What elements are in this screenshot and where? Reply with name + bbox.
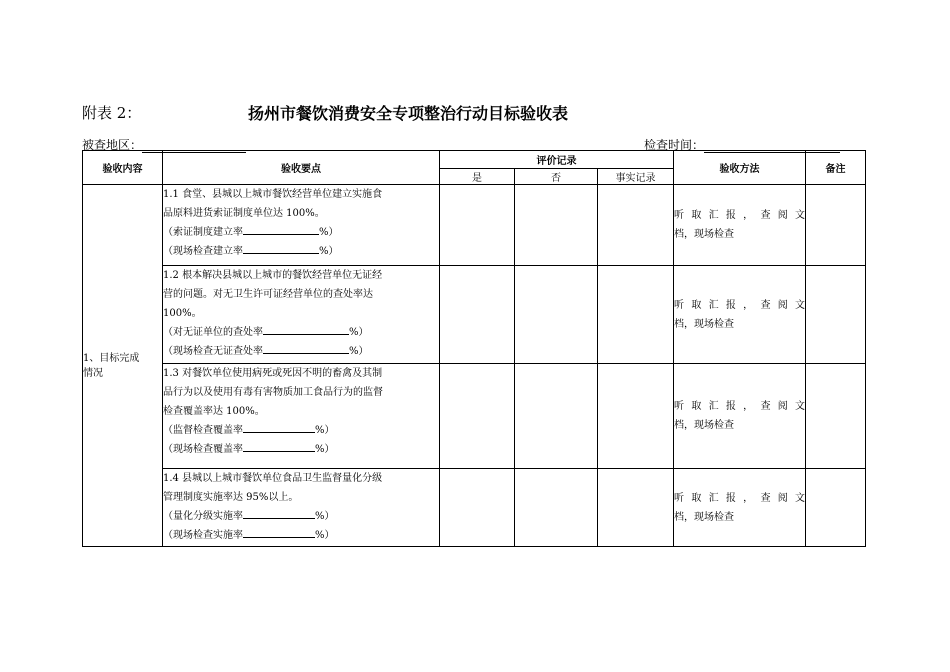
col-header-method: 验收方法 [674, 151, 806, 185]
eval-yes-cell[interactable] [440, 266, 515, 364]
remarks-cell[interactable] [806, 364, 866, 469]
point-text-line: 100%。 [163, 308, 202, 319]
eval-facts-cell[interactable] [598, 185, 674, 266]
acceptance-point-cell [163, 469, 440, 547]
col-header-remarks: 备注 [806, 151, 866, 185]
method-cell: 听取汇报，查阅文 档，现场检查 [674, 364, 806, 469]
col-header-no: 否 [515, 169, 598, 185]
eval-facts-cell[interactable] [598, 266, 674, 364]
acceptance-content-cell [83, 185, 163, 547]
eval-no-cell[interactable] [515, 469, 598, 547]
fill-blank[interactable] [243, 242, 319, 254]
eval-yes-cell[interactable] [440, 364, 515, 469]
point-text-line: 管理制度实施率达 95%以上。 [163, 492, 299, 503]
inspected-region-label: 被查地区： [82, 138, 143, 152]
point-text-line: 营的问题。对无卫生许可证经营单位的查处率达 [163, 289, 373, 300]
remarks-cell[interactable] [806, 266, 866, 364]
col-header-points: 验收要点 [163, 151, 440, 185]
eval-facts-cell[interactable] [598, 364, 674, 469]
point-text-line: 检查覆盖率达 100%。 [163, 406, 265, 417]
method-cell: 听取汇报，查阅文 档，现场检查 [674, 469, 806, 547]
point-text-line: 1.1 食堂、县城以上城市餐饮经营单位建立实施食 [163, 189, 383, 200]
fill-item: （现场检查建立率 %） [163, 242, 439, 261]
col-header-content: 验收内容 [83, 151, 163, 185]
fill-blank[interactable] [263, 323, 349, 335]
acceptance-point-cell [163, 364, 440, 469]
method-cell: 听取汇报，查阅文 档，现场检查 [674, 266, 806, 364]
point-text-line: 1.4 县城以上城市餐饮单位食品卫生监督量化分级 [163, 473, 383, 484]
fill-blank[interactable] [243, 526, 315, 538]
eval-yes-cell[interactable] [440, 185, 515, 266]
col-header-facts: 事实记录 [598, 169, 674, 185]
table-row [83, 469, 866, 547]
acceptance-content-line: 1、目标完成 [83, 352, 140, 364]
acceptance-table [82, 150, 866, 547]
acceptance-content-line: 情况 [83, 367, 103, 379]
table-row [83, 364, 866, 469]
fill-blank[interactable] [243, 421, 315, 433]
remarks-cell[interactable] [806, 469, 866, 547]
method-cell: 听取汇报，查阅文 档，现场检查 [674, 185, 806, 266]
fill-blank[interactable] [263, 342, 349, 354]
eval-no-cell[interactable] [515, 364, 598, 469]
fill-item: （对无证单位的查处率 %） [163, 323, 439, 342]
fill-item: （现场检查实施率 %） [163, 526, 439, 545]
col-header-yes: 是 [440, 169, 515, 185]
col-header-evaluation: 评价记录 [440, 151, 674, 169]
document-heading [82, 102, 862, 126]
acceptance-point-cell [163, 266, 440, 364]
point-text-line: 品原料进货索证制度单位达 100%。 [163, 208, 325, 219]
table-row [83, 266, 866, 364]
inspection-time-label: 检查时间： [644, 138, 705, 152]
fill-item: （量化分级实施率 %） [163, 507, 439, 526]
point-text-line: 1.2 根本解决县城以上城市的餐饮经营单位无证经 [163, 270, 383, 281]
eval-facts-cell[interactable] [598, 469, 674, 547]
fill-item: （监督检查覆盖率 %） [163, 421, 439, 440]
remarks-cell[interactable] [806, 185, 866, 266]
eval-no-cell[interactable] [515, 185, 598, 266]
table-row [83, 185, 866, 266]
fill-blank[interactable] [243, 440, 315, 452]
document-title: 扬州市餐饮消费安全专项整治行动目标验收表 [248, 104, 569, 123]
acceptance-point-cell [163, 185, 440, 266]
eval-yes-cell[interactable] [440, 469, 515, 547]
point-text-line: 1.3 对餐饮单位使用病死或死因不明的畜禽及其制 [163, 368, 383, 379]
fill-item: （索证制度建立率 %） [163, 223, 439, 242]
annex-label: 附表 2： [82, 104, 142, 122]
fill-item: （现场检查覆盖率 %） [163, 440, 439, 459]
fill-item: （现场检查无证查处率 %） [163, 342, 439, 361]
fill-blank[interactable] [243, 223, 319, 235]
eval-no-cell[interactable] [515, 266, 598, 364]
point-text-line: 品行为以及使用有毒有害物质加工食品行为的监督 [163, 387, 383, 398]
fill-blank[interactable] [243, 507, 315, 519]
